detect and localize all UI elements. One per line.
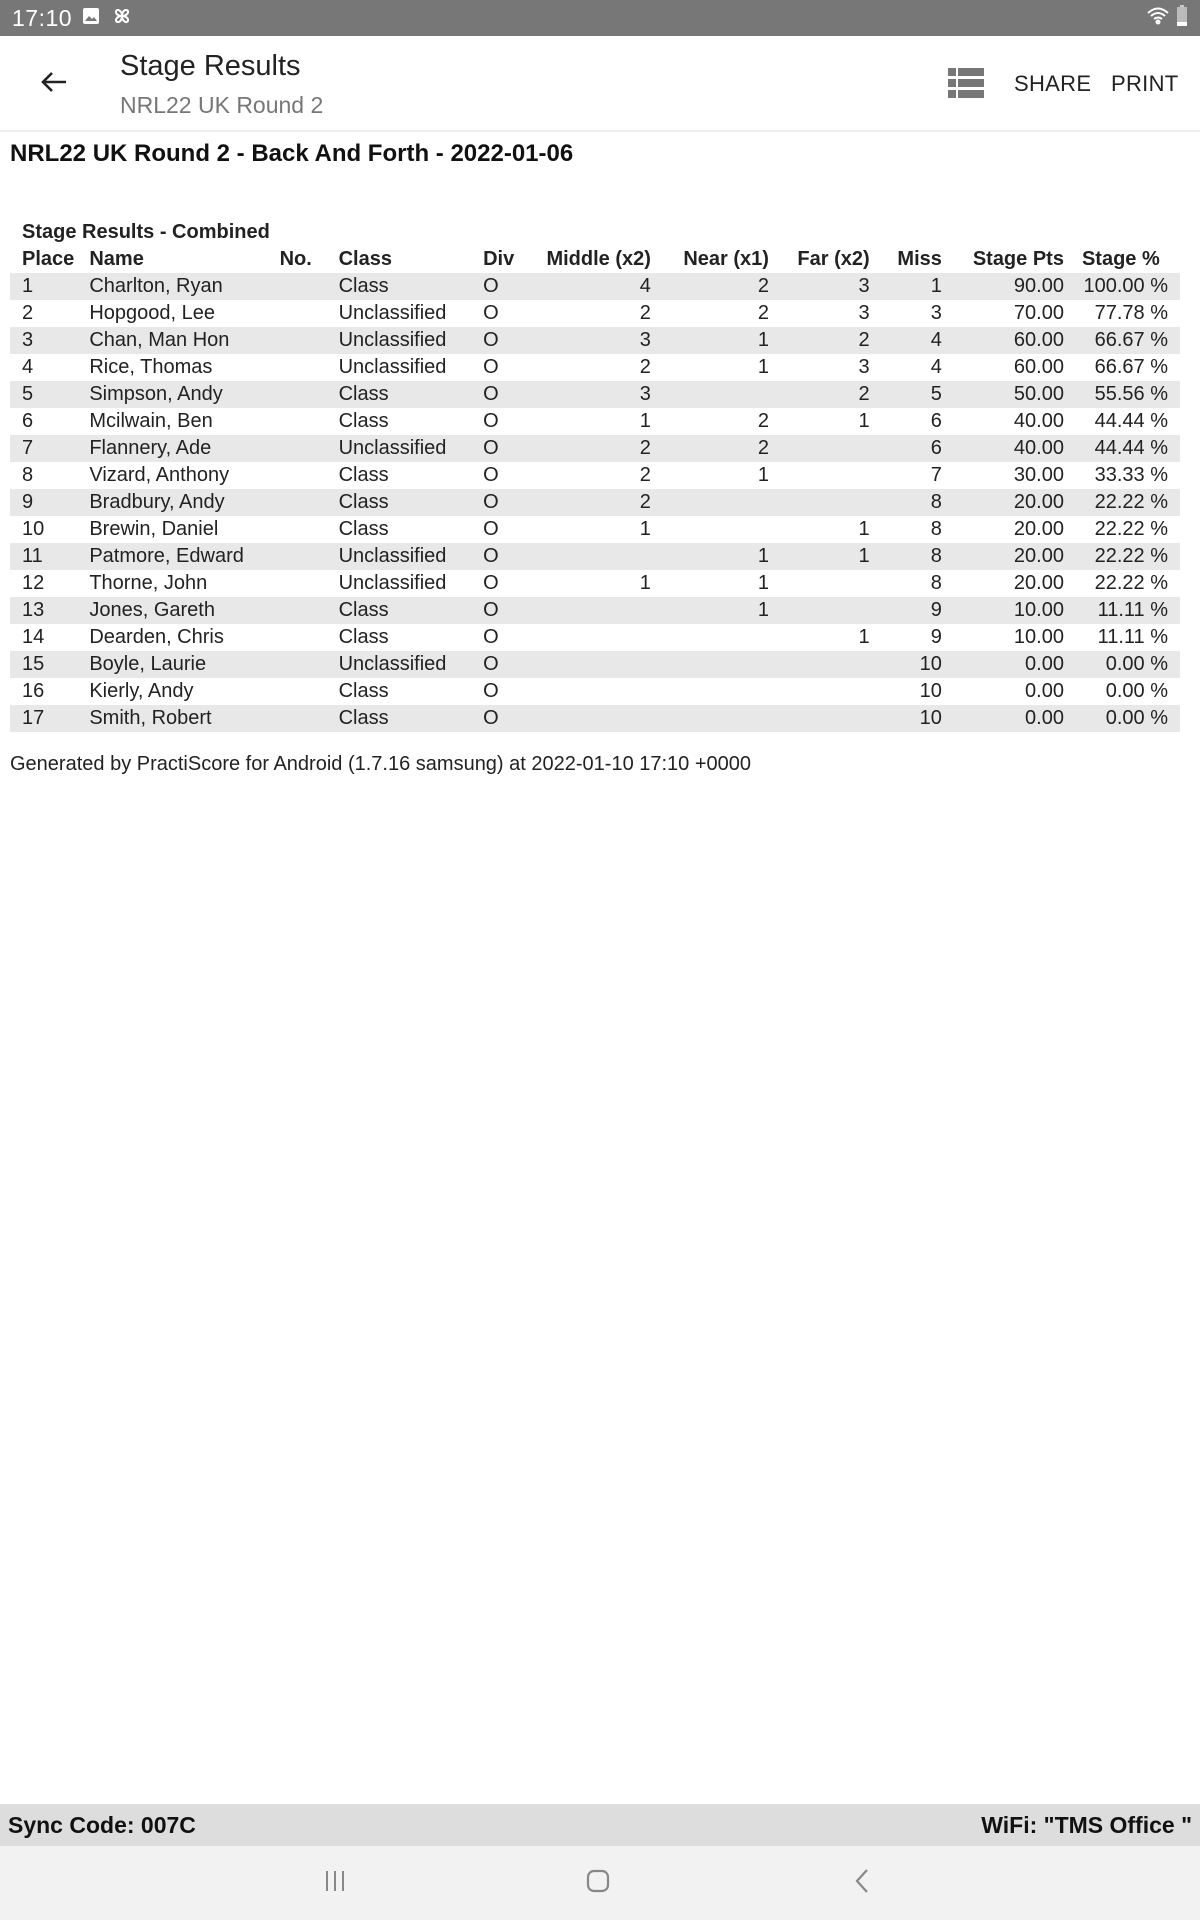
- cell-middle: 2: [639, 437, 651, 459]
- cell-class: Class: [338, 383, 389, 405]
- cell-stage-pct: 66.67 %: [1094, 329, 1168, 351]
- cell-miss: 9: [930, 626, 942, 648]
- cell-no: [280, 651, 339, 678]
- cell-miss: 8: [930, 491, 942, 513]
- cell-name: Flannery, Ade: [89, 437, 212, 459]
- list-view-button[interactable]: [948, 68, 984, 98]
- cell-class: Class: [338, 410, 389, 432]
- status-bar: [0, 0, 1200, 36]
- cell-stage-pct: 22.22 %: [1094, 518, 1168, 540]
- back-button[interactable]: [30, 64, 78, 104]
- cell-miss: 7: [930, 464, 942, 486]
- cell-far: [769, 462, 870, 489]
- cell-class: Unclassified: [338, 653, 447, 675]
- cell-div: O: [483, 329, 499, 351]
- cell-middle: [532, 624, 651, 651]
- cell-middle: 4: [639, 275, 651, 297]
- table-row: [10, 327, 1180, 354]
- back-icon: [852, 1867, 872, 1900]
- cell-near: [651, 678, 769, 705]
- cell-div: O: [483, 302, 499, 324]
- cell-class: Class: [338, 275, 389, 297]
- cell-far: [769, 435, 870, 462]
- cell-stage-pct: 11.11 %: [1097, 599, 1168, 621]
- cell-class: Class: [338, 626, 389, 648]
- cell-near: 2: [757, 437, 769, 459]
- cell-place: 9: [22, 491, 34, 513]
- cell-no: [280, 489, 339, 516]
- table-row: [10, 705, 1180, 732]
- col-name: Name: [89, 248, 144, 270]
- cell-stage-pts: 60.00: [1013, 356, 1064, 378]
- cell-place: 1: [22, 275, 34, 297]
- recent-apps-button[interactable]: [305, 1862, 365, 1904]
- cell-no: [280, 624, 339, 651]
- cell-no: [280, 570, 339, 597]
- cell-place: 2: [22, 302, 34, 324]
- cell-no: [280, 543, 339, 570]
- table-row: [10, 462, 1180, 489]
- cell-place: 14: [22, 626, 45, 648]
- cell-class: Class: [338, 680, 389, 702]
- cell-div: O: [483, 383, 499, 405]
- cell-stage-pts: 20.00: [1013, 491, 1064, 513]
- cell-no: [280, 327, 339, 354]
- cell-class: Class: [338, 599, 389, 621]
- table-row: [10, 435, 1180, 462]
- cell-stage-pts: 0.00: [1025, 653, 1064, 675]
- arrow-back-icon: [40, 70, 68, 99]
- cell-stage-pct: 44.44 %: [1094, 437, 1168, 459]
- cell-place: 8: [22, 464, 34, 486]
- col-stage-pts: Stage Pts: [972, 248, 1064, 270]
- cell-stage-pts: 20.00: [1013, 572, 1064, 594]
- cell-name: Kierly, Andy: [89, 680, 194, 702]
- cell-middle: 2: [639, 356, 651, 378]
- cell-stage-pts: 0.00: [1025, 707, 1064, 729]
- cell-near: 1: [757, 545, 769, 567]
- cell-name: Bradbury, Andy: [89, 491, 225, 513]
- table-caption: Stage Results - Combined: [22, 221, 270, 243]
- cell-div: O: [483, 545, 499, 567]
- cell-name: Mcilwain, Ben: [89, 410, 213, 432]
- cell-name: Smith, Robert: [89, 707, 212, 729]
- cell-near: [651, 705, 769, 732]
- wifi-icon: [1146, 5, 1170, 32]
- cell-far: 1: [858, 626, 870, 648]
- cell-far: 3: [858, 302, 870, 324]
- table-body: [10, 273, 1180, 732]
- cell-miss: 3: [930, 302, 942, 324]
- cell-near: 1: [757, 599, 769, 621]
- cell-stage-pct: 33.33 %: [1094, 464, 1168, 486]
- col-far: Far (x2): [797, 248, 870, 270]
- cell-div: O: [483, 680, 499, 702]
- wifi-status: WiFi: "TMS Office ": [981, 1811, 1192, 1838]
- cell-middle: 1: [639, 410, 651, 432]
- cell-name: Charlton, Ryan: [89, 275, 223, 297]
- cell-name: Dearden, Chris: [89, 626, 224, 648]
- cell-miss: 8: [930, 572, 942, 594]
- cell-miss: 4: [930, 356, 942, 378]
- cell-stage-pct: 0.00 %: [1105, 653, 1168, 675]
- cell-stage-pts: 10.00: [1013, 626, 1064, 648]
- table-row: [10, 300, 1180, 327]
- cell-place: 16: [22, 680, 45, 702]
- cell-div: O: [483, 653, 499, 675]
- table-row: [10, 543, 1180, 570]
- cell-div: O: [483, 518, 499, 540]
- cell-near: 1: [757, 464, 769, 486]
- cell-name: Vizard, Anthony: [89, 464, 230, 486]
- cell-place: 6: [22, 410, 34, 432]
- cell-stage-pts: 10.00: [1013, 599, 1064, 621]
- cell-class: Unclassified: [338, 329, 447, 351]
- cell-miss: 1: [930, 275, 942, 297]
- page-title: Stage Results: [120, 50, 301, 82]
- cell-stage-pts: 0.00: [1025, 680, 1064, 702]
- cell-no: [280, 705, 339, 732]
- cell-div: O: [483, 572, 499, 594]
- table-row: [10, 570, 1180, 597]
- cell-far: 2: [858, 329, 870, 351]
- pinwheel-icon: [110, 4, 134, 33]
- system-nav-bar: [0, 1846, 1200, 1920]
- cell-middle: 2: [639, 302, 651, 324]
- cell-miss: 10: [919, 653, 942, 675]
- sync-bar: [0, 1804, 1200, 1846]
- cell-near: 2: [757, 275, 769, 297]
- table-row: [10, 408, 1180, 435]
- cell-miss: 5: [930, 383, 942, 405]
- cell-near: [651, 381, 769, 408]
- cell-class: Class: [338, 464, 389, 486]
- cell-name: Brewin, Daniel: [89, 518, 219, 540]
- col-middle: Middle (x2): [546, 248, 651, 270]
- cell-no: [280, 516, 339, 543]
- cell-name: Chan, Man Hon: [89, 329, 230, 351]
- cell-class: Unclassified: [338, 572, 447, 594]
- battery-icon: [1176, 5, 1188, 32]
- col-stage-pct: Stage %: [1081, 248, 1160, 270]
- cell-div: O: [483, 437, 499, 459]
- cell-class: Class: [338, 491, 389, 513]
- document-title: NRL22 UK Round 2 - Back And Forth - 2022-01-06: [10, 140, 574, 167]
- cell-far: [769, 597, 870, 624]
- cell-place: 10: [22, 518, 45, 540]
- cell-miss: 8: [930, 545, 942, 567]
- results-table: [10, 219, 1180, 732]
- cell-near: [651, 516, 769, 543]
- cell-miss: 9: [930, 599, 942, 621]
- cell-div: O: [483, 707, 499, 729]
- cell-middle: 3: [639, 383, 651, 405]
- back-nav-button[interactable]: [832, 1862, 892, 1904]
- cell-place: 13: [22, 599, 45, 621]
- cell-middle: 3: [639, 329, 651, 351]
- cell-name: Rice, Thomas: [89, 356, 213, 378]
- cell-place: 7: [22, 437, 34, 459]
- app-bar: [0, 36, 1200, 132]
- cell-stage-pts: 90.00: [1013, 275, 1064, 297]
- table-row: [10, 624, 1180, 651]
- cell-far: [769, 705, 870, 732]
- cell-miss: 10: [919, 680, 942, 702]
- table-row: [10, 597, 1180, 624]
- table-row: [10, 651, 1180, 678]
- cell-class: Unclassified: [338, 545, 447, 567]
- cell-miss: 10: [919, 707, 942, 729]
- cell-far: 3: [858, 356, 870, 378]
- cell-middle: [532, 543, 651, 570]
- cell-stage-pts: 40.00: [1013, 437, 1064, 459]
- cell-name: Boyle, Laurie: [89, 653, 207, 675]
- cell-middle: 1: [639, 572, 651, 594]
- cell-stage-pct: 0.00 %: [1105, 707, 1168, 729]
- cell-div: O: [483, 464, 499, 486]
- cell-far: [769, 489, 870, 516]
- cell-name: Thorne, John: [89, 572, 208, 594]
- cell-near: [651, 624, 769, 651]
- print-button[interactable]: PRINT: [1111, 71, 1179, 96]
- list-view-icon: [948, 85, 984, 102]
- cell-place: 3: [22, 329, 34, 351]
- home-button[interactable]: [568, 1862, 628, 1904]
- cell-near: 2: [757, 410, 769, 432]
- cell-near: 2: [757, 302, 769, 324]
- cell-far: 1: [858, 410, 870, 432]
- cell-div: O: [483, 356, 499, 378]
- cell-div: O: [483, 410, 499, 432]
- cell-stage-pct: 77.78 %: [1094, 302, 1168, 324]
- cell-stage-pts: 30.00: [1013, 464, 1064, 486]
- col-miss: Miss: [897, 248, 942, 270]
- cell-class: Class: [338, 518, 389, 540]
- cell-near: [651, 489, 769, 516]
- cell-no: [280, 354, 339, 381]
- cell-class: Unclassified: [338, 302, 447, 324]
- cell-stage-pts: 50.00: [1013, 383, 1064, 405]
- home-icon: [584, 1867, 612, 1900]
- cell-stage-pct: 55.56 %: [1094, 383, 1168, 405]
- cell-stage-pts: 20.00: [1013, 518, 1064, 540]
- cell-near: [651, 651, 769, 678]
- cell-name: Jones, Gareth: [89, 599, 215, 621]
- cell-miss: 6: [930, 437, 942, 459]
- cell-miss: 8: [930, 518, 942, 540]
- cell-far: [769, 651, 870, 678]
- status-icons-right: [1146, 5, 1188, 32]
- recent-apps-icon: [322, 1869, 348, 1898]
- cell-miss: 6: [930, 410, 942, 432]
- col-no: No.: [279, 248, 312, 270]
- cell-stage-pct: 22.22 %: [1094, 572, 1168, 594]
- cell-middle: [532, 678, 651, 705]
- table-row: [10, 354, 1180, 381]
- cell-name: Simpson, Andy: [89, 383, 223, 405]
- cell-far: [769, 678, 870, 705]
- cell-stage-pct: 22.22 %: [1094, 545, 1168, 567]
- cell-middle: 1: [639, 518, 651, 540]
- cell-stage-pts: 60.00: [1013, 329, 1064, 351]
- cell-div: O: [483, 491, 499, 513]
- cell-no: [280, 300, 339, 327]
- cell-stage-pct: 100.00 %: [1083, 275, 1168, 297]
- cell-no: [280, 435, 339, 462]
- cell-middle: 2: [639, 491, 651, 513]
- cell-near: 1: [757, 329, 769, 351]
- cell-far: 2: [858, 383, 870, 405]
- cell-no: [280, 462, 339, 489]
- cell-middle: [532, 597, 651, 624]
- image-icon: [82, 7, 100, 30]
- cell-middle: [532, 705, 651, 732]
- col-div: Div: [483, 248, 515, 270]
- status-icons-left: [82, 4, 134, 33]
- cell-near: 1: [757, 356, 769, 378]
- cell-div: O: [483, 626, 499, 648]
- cell-far: [769, 570, 870, 597]
- cell-miss: 4: [930, 329, 942, 351]
- status-time: 17:10: [12, 4, 73, 31]
- table-row: [10, 273, 1180, 300]
- cell-place: 17: [22, 707, 45, 729]
- cell-class: Unclassified: [338, 356, 447, 378]
- cell-div: O: [483, 599, 499, 621]
- page-subtitle: NRL22 UK Round 2: [120, 92, 324, 118]
- cell-place: 11: [22, 545, 43, 567]
- cell-far: 3: [858, 275, 870, 297]
- cell-stage-pts: 70.00: [1013, 302, 1064, 324]
- table-row: [10, 516, 1180, 543]
- cell-far: 1: [858, 518, 870, 540]
- table-header-row: [10, 246, 1180, 273]
- sync-code: Sync Code: 007C: [8, 1811, 196, 1838]
- cell-near: 1: [757, 572, 769, 594]
- cell-no: [280, 597, 339, 624]
- generated-by-text: Generated by PractiScore for Android (1.7.16 samsung) at 2022-01-10 17:10 +0000: [10, 753, 752, 775]
- col-class: Class: [338, 248, 392, 270]
- col-near: Near (x1): [683, 248, 769, 270]
- table-row: [10, 489, 1180, 516]
- cell-middle: [532, 651, 651, 678]
- cell-no: [280, 678, 339, 705]
- table-row: [10, 381, 1180, 408]
- cell-far: 1: [858, 545, 870, 567]
- cell-place: 4: [22, 356, 34, 378]
- cell-stage-pct: 0.00 %: [1105, 680, 1168, 702]
- cell-stage-pts: 40.00: [1013, 410, 1064, 432]
- cell-place: 5: [22, 383, 34, 405]
- cell-name: Hopgood, Lee: [89, 302, 216, 324]
- share-button[interactable]: SHARE: [1014, 71, 1092, 96]
- cell-stage-pct: 11.11 %: [1097, 626, 1168, 648]
- cell-name: Patmore, Edward: [89, 545, 244, 567]
- cell-stage-pct: 22.22 %: [1094, 491, 1168, 513]
- cell-place: 15: [22, 653, 45, 675]
- cell-div: O: [483, 275, 499, 297]
- cell-middle: 2: [639, 464, 651, 486]
- cell-no: [280, 381, 339, 408]
- cell-stage-pct: 44.44 %: [1094, 410, 1168, 432]
- cell-class: Unclassified: [338, 437, 447, 459]
- cell-no: [280, 408, 339, 435]
- cell-class: Class: [338, 707, 389, 729]
- cell-no: [280, 273, 339, 300]
- cell-stage-pct: 66.67 %: [1094, 356, 1168, 378]
- cell-stage-pts: 20.00: [1013, 545, 1064, 567]
- col-place: Place: [22, 248, 75, 270]
- table-row: [10, 678, 1180, 705]
- cell-place: 12: [22, 572, 45, 594]
